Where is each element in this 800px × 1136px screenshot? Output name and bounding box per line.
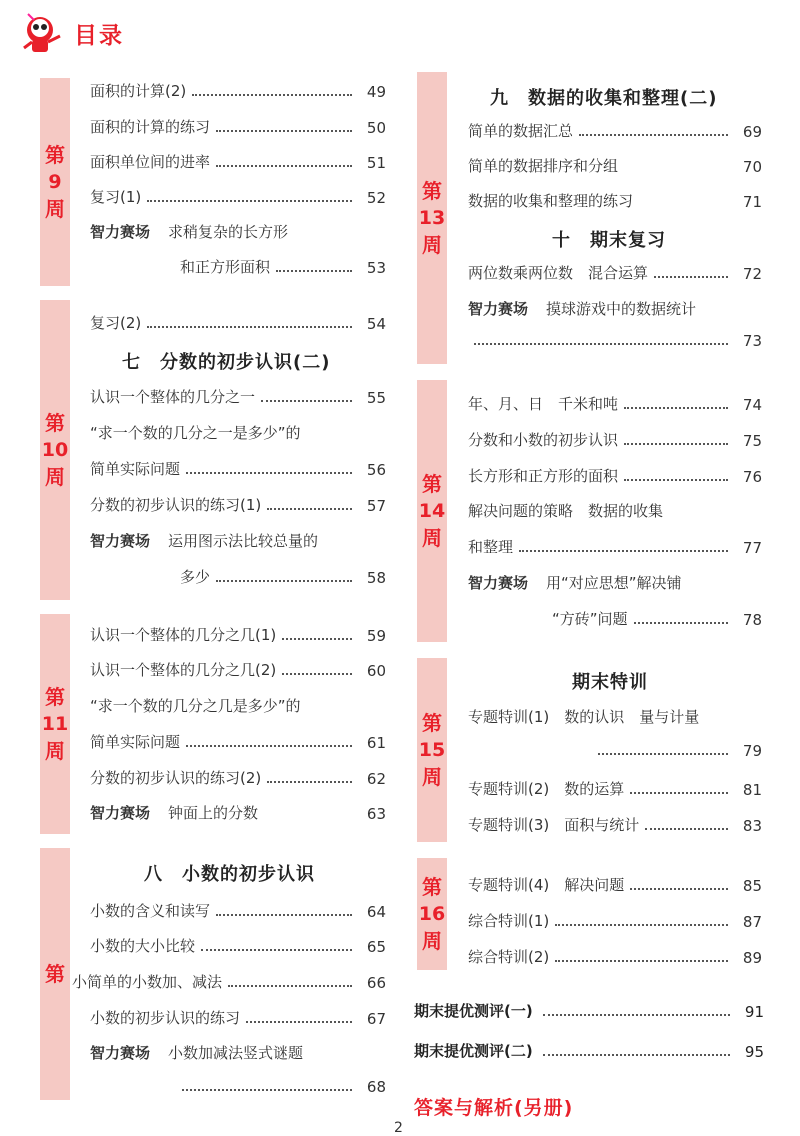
leader-dots <box>634 622 728 624</box>
entry-title: 分数的初步认识的练习(1) <box>90 496 262 514</box>
entry-title: 面积单位间的进率 <box>90 153 211 171</box>
toc-entry[interactable] <box>468 910 762 931</box>
week-11-band <box>40 614 70 834</box>
toc-entry[interactable] <box>90 900 386 921</box>
week-number: 11 <box>41 712 69 735</box>
week-label: 周 <box>45 464 65 489</box>
toc-entry[interactable] <box>468 874 762 895</box>
week-number: 13 <box>418 206 446 229</box>
challenge-label: 智力赛场 <box>90 223 151 241</box>
toc-entry[interactable] <box>90 1007 386 1028</box>
entry-title: 认识一个整体的几分之一 <box>90 388 256 406</box>
week-label: 周 <box>45 738 65 763</box>
toc-entry[interactable] <box>468 190 762 211</box>
entry-title: 和整理 <box>468 538 514 556</box>
entry-title: 综合特训(2) <box>468 948 550 966</box>
toc-entry-challenge[interactable] <box>90 530 386 551</box>
page-number: 52 <box>366 189 386 207</box>
leader-dots <box>216 914 352 916</box>
toc-entry[interactable] <box>468 332 762 350</box>
entry-title: 和正方形面积 <box>180 258 271 276</box>
leader-dots <box>201 949 352 951</box>
page-number: 66 <box>366 974 386 992</box>
page-number: 87 <box>742 913 762 931</box>
spacer <box>264 816 352 818</box>
leader-dots <box>267 508 352 510</box>
week-number: 16 <box>418 902 446 925</box>
page-number: 60 <box>366 662 386 680</box>
toc-entry[interactable] <box>180 256 386 277</box>
week-10-band <box>40 300 70 600</box>
entry-title: 小数的含义和读写 <box>90 902 211 920</box>
page-number: 85 <box>742 877 762 895</box>
week-label: 第 <box>422 710 442 735</box>
final-test-2[interactable] <box>414 1040 764 1061</box>
leader-dots <box>228 985 352 987</box>
page-number: 89 <box>742 949 762 967</box>
entry-title: 认识一个整体的几分之几(1) <box>90 626 277 644</box>
entry-title: “求一个数的几分之一是多少”的 <box>90 424 301 442</box>
challenge-label: 智力赛场 <box>468 574 529 592</box>
leader-dots <box>186 472 352 474</box>
week-label: 周 <box>45 196 65 221</box>
week-number: 15 <box>418 738 446 761</box>
page-number: 58 <box>366 569 386 587</box>
week-number: 9 <box>48 170 62 193</box>
leader-dots <box>519 550 728 552</box>
toc-entry[interactable] <box>592 742 762 760</box>
page-number: 71 <box>742 193 762 211</box>
toc-entry[interactable] <box>90 422 386 443</box>
leader-dots <box>192 94 352 96</box>
leader-dots <box>261 400 352 402</box>
challenge-label: 智力赛场 <box>90 1044 151 1062</box>
entry-title: 小数的大小比较 <box>90 937 196 955</box>
page-number: 53 <box>366 259 386 277</box>
page-number: 83 <box>742 817 762 835</box>
page-number: 59 <box>366 627 386 645</box>
toc-entry[interactable] <box>180 566 386 587</box>
leader-dots <box>246 1021 352 1023</box>
entry-title: 专题特训(4) 解决问题 <box>468 876 625 894</box>
toc-entry[interactable] <box>468 946 762 967</box>
page-number: 50 <box>366 119 386 137</box>
leader-dots <box>276 270 352 272</box>
page-number: 61 <box>366 734 386 752</box>
challenge-label: 智力赛场 <box>90 532 151 550</box>
page-number: 95 <box>744 1043 764 1061</box>
toc-entry[interactable] <box>90 151 386 172</box>
page-number: 51 <box>366 154 386 172</box>
unit-8-title[interactable]: 八 小数的初步认识 <box>144 864 315 885</box>
page-number: 63 <box>366 805 386 823</box>
page-number: 55 <box>366 389 386 407</box>
entry-title: “方砖”问题 <box>552 610 628 628</box>
toc-entry[interactable] <box>468 262 762 283</box>
page-number: 74 <box>742 396 762 414</box>
page-number: 73 <box>742 332 762 350</box>
leader-dots <box>624 479 728 481</box>
entry-title: 简单实际问题 <box>90 733 181 751</box>
page-number: 77 <box>742 539 762 557</box>
week-14-band <box>417 380 447 642</box>
toc-entry[interactable] <box>72 971 386 992</box>
final-test-1[interactable] <box>414 1000 764 1021</box>
toc-entry[interactable] <box>468 536 762 557</box>
spacer <box>639 204 728 206</box>
toc-entry[interactable] <box>90 767 386 788</box>
leader-dots <box>216 165 352 167</box>
entry-title: 数据的收集和整理的练习 <box>468 192 634 210</box>
challenge-label: 智力赛场 <box>90 804 151 822</box>
leader-dots <box>186 745 352 747</box>
leader-dots <box>630 792 728 794</box>
toc-entry[interactable] <box>468 120 762 141</box>
entry-title: 分数和小数的初步认识 <box>468 431 619 449</box>
toc-entry[interactable] <box>90 731 386 752</box>
leader-dots <box>645 828 728 830</box>
leader-dots <box>555 924 728 926</box>
toc-entry-challenge[interactable] <box>468 572 762 593</box>
entry-title: 钟面上的分数 <box>168 804 259 822</box>
week-number: 14 <box>418 499 446 522</box>
page-number: 91 <box>744 1003 764 1021</box>
leader-dots <box>555 960 728 962</box>
entry-title: 分数的初步认识的练习(2) <box>90 769 262 787</box>
entry-title: 用“对应思想”解决铺 <box>546 574 682 592</box>
toc-entry-challenge[interactable] <box>90 802 386 823</box>
toc-entry[interactable] <box>90 494 386 515</box>
entry-title: 专题特训(2) 数的运算 <box>468 780 625 798</box>
entry-title: 复习(2) <box>90 314 142 332</box>
page-number: 78 <box>742 611 762 629</box>
week-16-band <box>417 858 447 970</box>
toc-entry[interactable] <box>90 935 386 956</box>
week-label: 第 <box>45 961 65 986</box>
toc-entry[interactable] <box>468 465 762 486</box>
page-number: 56 <box>366 461 386 479</box>
leader-dots <box>147 326 352 328</box>
entry-title: 小数加减法竖式谜题 <box>168 1044 304 1062</box>
toc-entry[interactable] <box>90 695 386 716</box>
entry-title: 期末提优测评(一) <box>414 1002 533 1020</box>
entry-title: 小简单的小数加、减法 <box>72 973 223 991</box>
unit-9-title[interactable]: 九 数据的收集和整理(二) <box>490 88 718 109</box>
leader-dots <box>654 276 728 278</box>
entry-title: 面积的计算(2) <box>90 82 187 100</box>
page-number: 65 <box>366 938 386 956</box>
toc-entry[interactable] <box>468 814 762 835</box>
mascot-logo-icon <box>18 8 68 58</box>
toc-entry[interactable] <box>90 624 386 645</box>
answers-section-title[interactable]: 答案与解析(另册) <box>414 1097 574 1119</box>
page-number: 54 <box>366 315 386 333</box>
page-number: 75 <box>742 432 762 450</box>
entry-title: 专题特训(3) 面积与统计 <box>468 816 640 834</box>
week-15-band <box>417 658 447 842</box>
entry-title: 摸球游戏中的数据统计 <box>546 300 697 318</box>
toc-entry[interactable] <box>468 706 762 727</box>
toc-entry[interactable] <box>90 186 386 207</box>
week-label: 周 <box>422 764 442 789</box>
entry-title: 简单实际问题 <box>90 460 181 478</box>
leader-dots <box>282 638 352 640</box>
page-number: 72 <box>742 265 762 283</box>
entry-title: 多少 <box>180 568 211 586</box>
entry-title: 综合特训(1) <box>468 912 550 930</box>
leader-dots <box>216 130 352 132</box>
toc-entry[interactable] <box>90 659 386 680</box>
leader-dots <box>579 134 728 136</box>
final-training-title[interactable]: 期末特训 <box>572 672 648 693</box>
entry-title: 两位数乘两位数 混合运算 <box>468 264 649 282</box>
entry-title: 简单的数据汇总 <box>468 122 574 140</box>
toc-entry[interactable] <box>90 312 386 333</box>
toc-entry[interactable] <box>468 778 762 799</box>
week-12-band <box>40 848 70 1100</box>
leader-dots <box>624 443 728 445</box>
leader-dots <box>216 580 352 582</box>
week-label: 第 <box>422 874 442 899</box>
unit-7-title[interactable]: 七 分数的初步认识(二) <box>122 352 331 373</box>
challenge-label: 智力赛场 <box>468 300 529 318</box>
entry-title: 复习(1) <box>90 188 142 206</box>
leader-dots <box>282 673 352 675</box>
leader-dots <box>598 753 728 755</box>
toc-entry[interactable] <box>468 155 762 176</box>
entry-title: 小数的初步认识的练习 <box>90 1009 241 1027</box>
entry-title: 运用图示法比较总量的 <box>168 532 319 550</box>
week-number: 10 <box>41 438 69 461</box>
toc-entry[interactable] <box>176 1078 386 1096</box>
toc-entry[interactable] <box>552 608 762 629</box>
toc-entry[interactable] <box>468 500 762 521</box>
week-label: 周 <box>422 928 442 953</box>
entry-title: 长方形和正方形的面积 <box>468 467 619 485</box>
page-number: 67 <box>366 1010 386 1028</box>
page-number: 57 <box>366 497 386 515</box>
week-label: 周 <box>422 232 442 257</box>
leader-dots <box>182 1089 352 1091</box>
page-number: 70 <box>742 158 762 176</box>
page-number: 81 <box>742 781 762 799</box>
entry-title: 认识一个整体的几分之几(2) <box>90 661 277 679</box>
toc-entry[interactable] <box>468 393 762 414</box>
toc-entry[interactable] <box>90 116 386 137</box>
leader-dots <box>474 343 728 345</box>
week-label: 周 <box>422 525 442 550</box>
week-label: 第 <box>422 471 442 496</box>
entry-title: 年、月、日 千米和吨 <box>468 395 619 413</box>
entry-title: 专题特训(1) 数的认识 量与计量 <box>468 708 700 726</box>
spacer <box>624 169 728 171</box>
week-9-band <box>40 78 70 286</box>
page-number: 76 <box>742 468 762 486</box>
unit-10-title[interactable]: 十 期末复习 <box>552 230 666 251</box>
leader-dots <box>147 200 352 202</box>
entry-title: 期末提优测评(二) <box>414 1042 533 1060</box>
page-number: 79 <box>742 742 762 760</box>
page-footer-number: 2 <box>394 1120 403 1136</box>
week-label: 第 <box>45 684 65 709</box>
entry-title: 解决问题的策略 数据的收集 <box>468 502 664 520</box>
leader-dots <box>543 1054 730 1056</box>
entry-title: 面积的计算的练习 <box>90 118 211 136</box>
week-label: 第 <box>45 142 65 167</box>
entry-title: “求一个数的几分之几是多少”的 <box>90 697 301 715</box>
toc-entry[interactable] <box>90 80 386 101</box>
page-number: 64 <box>366 903 386 921</box>
header <box>18 8 124 58</box>
toc-entry-challenge[interactable] <box>90 221 386 242</box>
leader-dots <box>624 407 728 409</box>
page-number: 62 <box>366 770 386 788</box>
leader-dots <box>543 1014 730 1016</box>
page-number: 69 <box>742 123 762 141</box>
toc-entry[interactable] <box>468 429 762 450</box>
toc-entry[interactable] <box>90 458 386 479</box>
week-label: 第 <box>45 410 65 435</box>
page-number: 68 <box>366 1078 386 1096</box>
page-number: 49 <box>366 83 386 101</box>
entry-title: 求稍复杂的长方形 <box>168 223 289 241</box>
week-label: 第 <box>422 178 442 203</box>
week-13-band <box>417 72 447 364</box>
leader-dots <box>630 888 728 890</box>
entry-title: 简单的数据排序和分组 <box>468 157 619 175</box>
toc-entry-challenge[interactable] <box>90 1042 386 1063</box>
leader-dots <box>267 781 352 783</box>
toc-entry[interactable] <box>90 386 386 407</box>
page-title: 目录 <box>74 22 124 49</box>
toc-entry-challenge[interactable] <box>468 298 762 319</box>
